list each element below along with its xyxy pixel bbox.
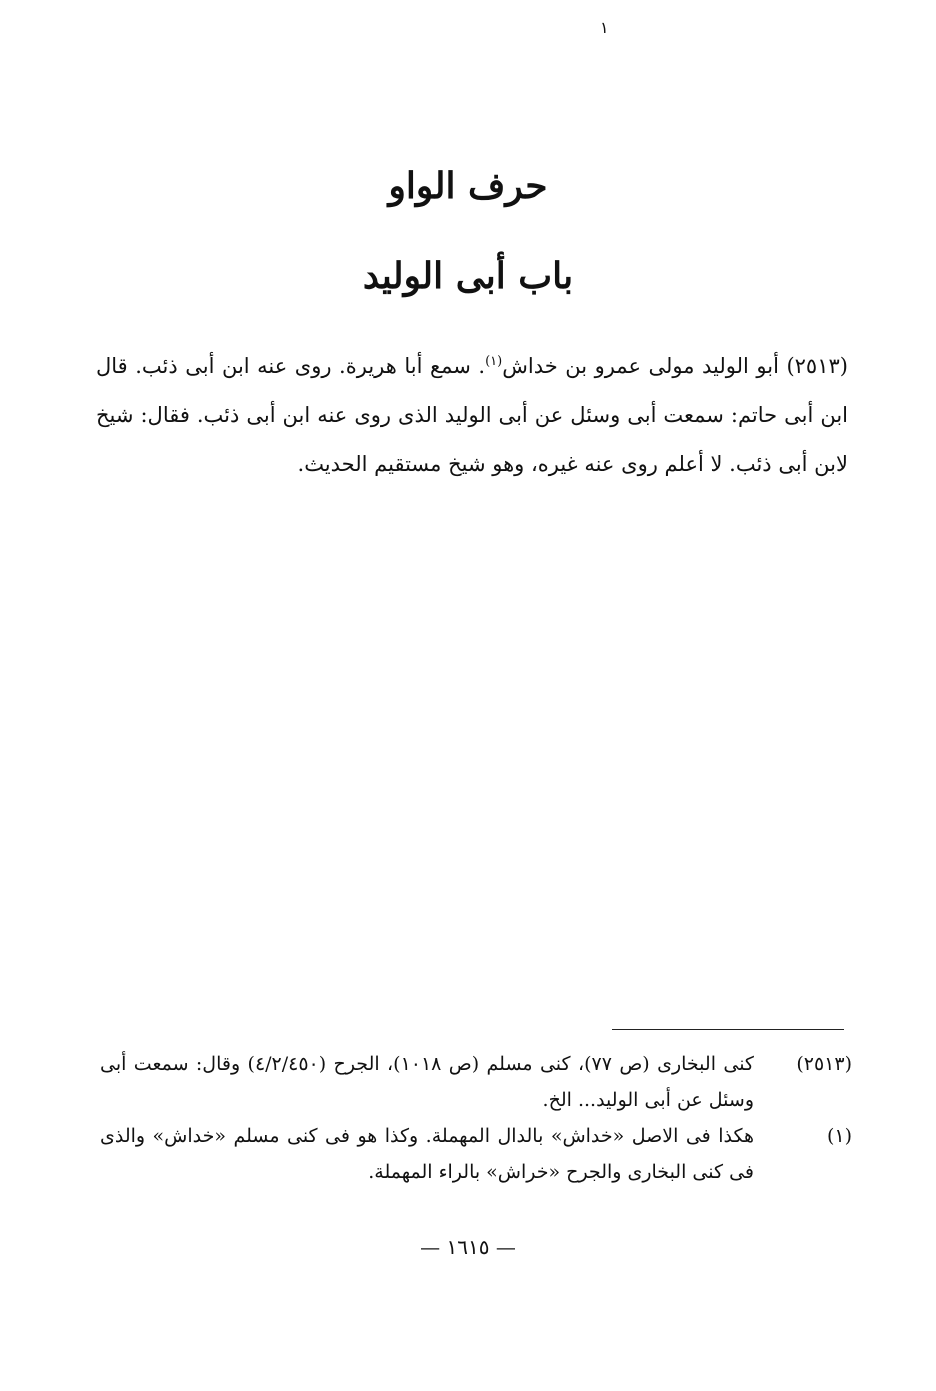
footnote-reference: (١): [485, 354, 503, 369]
top-page-mark: ١: [600, 18, 609, 37]
entry-paragraph: [96, 342, 848, 489]
footnote-item: [100, 1046, 852, 1118]
footnote-marker: (١): [826, 1125, 852, 1147]
footnotes: [100, 1046, 852, 1190]
entry-text-end: . سمع أبا هريرة. روى عنه ابن أبى ذئب. قال ابن أبى حاتم: سمعت أبى وسئل عن أبى الوليد الذى روى عنه ابن أبى ذئب. فقال: شيخ لابن أبى ذئب. لا أعلم روى عنه غيره، وهو شيخ مستقيم الحديث.: [96, 354, 848, 476]
footnote-divider: [612, 1029, 844, 1030]
footnote-item: [100, 1118, 852, 1190]
chapter-title: حرف الواو: [388, 165, 548, 207]
entry-text-start: (٢٥١٣) أبو الوليد مولى عمرو بن خداش: [502, 354, 848, 378]
footnote-text: كنى البخارى (ص ٧٧)، كنى مسلم (ص ١٠١٨)، الجرح (٤/٢/٤٥٠) وقال: سمعت أبى وسئل عن أبى الوليد... الخ.: [100, 1053, 754, 1111]
footnote-marker: (٢٥١٣): [796, 1053, 852, 1075]
footnote-text: هكذا فى الاصل «خداش» بالدال المهملة. وكذا هو فى كنى مسلم «خداش» والذى فى كنى البخارى والجرح «خراش» بالراء المهملة.: [100, 1125, 754, 1183]
section-title: باب أبى الوليد: [362, 255, 574, 297]
page-number: — ١٦١٥ —: [420, 1235, 516, 1259]
